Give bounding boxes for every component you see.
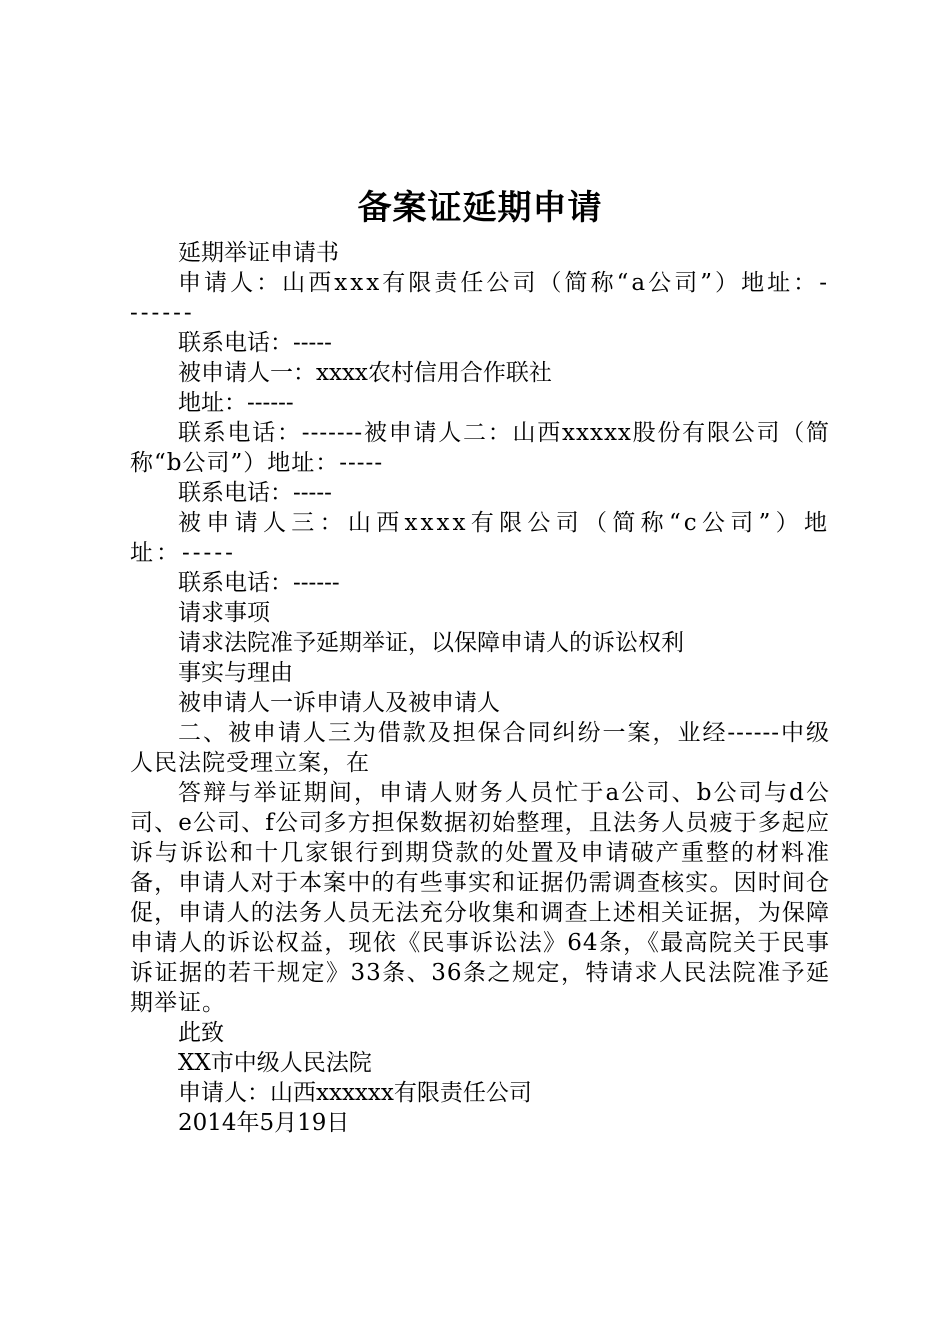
section-facts: 事实与理由 (178, 660, 293, 686)
signature-date: 2014年5月19日 (178, 1110, 350, 1136)
applicant-phone: 联系电话：----- (178, 330, 332, 356)
document-page (130, 182, 830, 1138)
respondent-one: 被申请人一：xxxx农村信用合作联社 (178, 360, 552, 386)
facts-body: 答辩与举证期间，申请人财务人员忙于a公司、b公司与d公司、e公司、f公司多方担保数据初始整理，且法务人员疲于多起应诉与诉讼和十几家银行到期贷款的处置及申请破产重整的材料准备，申请人对于本案中的有些事实和证据仍需调查核实。因时间仓促，申请人的法务人员无法充分收集和调查上述相关证据，为保障申请人的诉讼权益，现依《民事诉讼法》64条，《最高院关于民事诉证据的若干规定》33条、36条之规定，特请求人民法院准予延期举证。 (130, 780, 830, 1016)
request-text: 请求法院准予延期举证，以保障申请人的诉讼权利 (178, 630, 684, 656)
respondent-one-address: 地址：------ (178, 390, 294, 416)
recipient-court: XX市中级人民法院 (178, 1050, 372, 1076)
respondent-two-phone: 联系电话：----- (178, 480, 332, 506)
respondent-three-phone: 联系电话：------ (178, 570, 340, 596)
document-title: 备案证延期申请 (357, 188, 603, 228)
doc-heading-application: 延期举证申请书 (178, 240, 339, 266)
closing-salutation: 此致 (178, 1020, 224, 1046)
facts-line-two: 二、被申请人三为借款及担保合同纠纷一案，业经------中级人民法院受理立案，在 (130, 720, 830, 776)
facts-line-one: 被申请人一诉申请人及被申请人 (178, 690, 500, 716)
respondent-three-paragraph: 被申请人三：山西xxxx有限公司（简称“c公司”）地址：----- (130, 510, 830, 566)
respondent-two-paragraph: 联系电话：-------被申请人二：山西xxxxx股份有限公司（简称“b公司”）地址：----- (130, 420, 830, 476)
signature-applicant: 申请人：山西xxxxxx有限责任公司 (178, 1080, 532, 1106)
section-request: 请求事项 (178, 600, 270, 626)
applicant-paragraph: 申请人：山西xxx有限责任公司（简称“a公司”）地址：------- (130, 270, 830, 326)
